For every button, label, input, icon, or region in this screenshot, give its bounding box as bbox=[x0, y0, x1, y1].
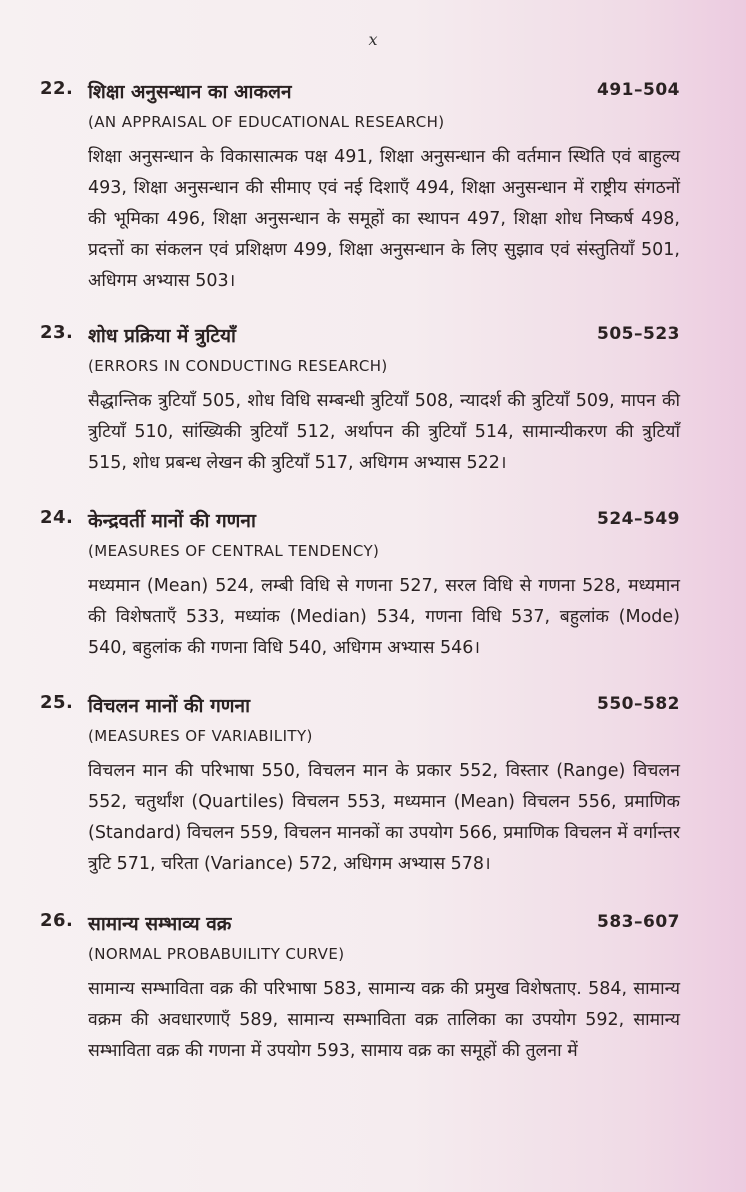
chapter-title: शिक्षा अनुसन्धान का आकलन bbox=[88, 81, 292, 103]
page-range: 583–607 bbox=[597, 912, 680, 932]
chapter-number: 24. bbox=[40, 507, 74, 528]
chapter-title: केन्द्रवर्ती मानों की गणना bbox=[88, 510, 256, 532]
chapter-english-title: (AN APPRAISAL OF EDUCATIONAL RESEARCH) bbox=[88, 113, 445, 131]
chapter-number: 26. bbox=[40, 910, 74, 931]
entry-heading bbox=[40, 910, 680, 940]
chapter-english-title: (MEASURES OF VARIABILITY) bbox=[88, 727, 313, 745]
chapter-title: शोध प्रक्रिया में त्रुटियाँ bbox=[88, 325, 236, 347]
chapter-title: सामान्य सम्भाव्य वक्र bbox=[88, 913, 232, 935]
chapter-english-title: (MEASURES OF CENTRAL TENDENCY) bbox=[88, 542, 380, 560]
toc-entry-23 bbox=[40, 322, 680, 479]
chapter-contents: शिक्षा अनुसन्धान के विकासात्मक पक्ष 491, शिक्षा अनुसन्धान की वर्तमान स्थिति एवं बाहुल्य 493, शिक्षा अनुसन्धान की सीमाए एवं नई दिशाएँ 494, शिक्षा अनुसन्धान में राष्ट्रीय संगठनों की भूमिका 496, शिक्षा अनुसन्धान के समूहों का स्थापन 497, शिक्षा शोध निष्कर्ष 498, प्रदत्तों का संकलन एवं प्रशिक्षण 499, शिक्षा अनुसन्धान के लिए सुझाव एवं संस्तुतियाँ 501, अधिगम अभ्यास 503। bbox=[88, 147, 680, 291]
page-range: 491–504 bbox=[597, 80, 680, 100]
page-number: x bbox=[368, 30, 378, 49]
chapter-contents: सामान्य सम्भाविता वक्र की परिभाषा 583, सामान्य वक्र की प्रमुख विशेषताए. 584, सामान्य वक्रम की अवधारणाएँ 589, सामान्य सम्भाविता वक्र तालिका का उपयोग 592, सामान्य सम्भाविता वक्र की गणना में उपयोग 593, सामाय वक्र का समूहों की तुलना में bbox=[88, 979, 680, 1061]
entry-heading bbox=[40, 692, 680, 722]
toc-entry-22 bbox=[40, 78, 680, 297]
entry-heading bbox=[40, 507, 680, 537]
chapter-number: 23. bbox=[40, 322, 74, 343]
chapter-contents: सैद्धान्तिक त्रुटियाँ 505, शोध विधि सम्बन्धी त्रुटियाँ 508, न्यादर्श की त्रुटियाँ 509, मापन की त्रुटियाँ 510, सांख्यिकी त्रुटियाँ 512, अर्थापन की त्रुटियाँ 514, सामान्यीकरण की त्रुटियाँ 515, शोध प्रबन्ध लेखन की त्रुटियाँ 517, अधिगम अभ्यास 522। bbox=[88, 391, 680, 473]
entry-heading bbox=[40, 78, 680, 108]
entry-heading bbox=[40, 322, 680, 352]
chapter-number: 22. bbox=[40, 78, 74, 99]
page-range: 524–549 bbox=[597, 509, 680, 529]
chapter-number: 25. bbox=[40, 692, 74, 713]
page-range: 505–523 bbox=[597, 324, 680, 344]
page-range: 550–582 bbox=[597, 694, 680, 714]
chapter-english-title: (ERRORS IN CONDUCTING RESEARCH) bbox=[88, 357, 388, 375]
chapter-english-title: (NORMAL PROBABUILITY CURVE) bbox=[88, 945, 345, 963]
chapter-title: विचलन मानों की गणना bbox=[88, 695, 250, 717]
chapter-contents: विचलन मान की परिभाषा 550, विचलन मान के प्रकार 552, विस्तार (Range) विचलन 552, चतुर्थांश (Quartiles) विचलन 553, मध्यमान (Mean) विचलन 556, प्रमाणिक (Standard) विचलन 559, विचलन मानकों का उपयोग 566, प्रमाणिक विचलन में वर्गान्तर त्रुटि 571, चरिता (Variance) 572, अधिगम अभ्यास 578। bbox=[88, 761, 680, 874]
chapter-contents: मध्यमान (Mean) 524, लम्बी विधि से गणना 527, सरल विधि से गणना 528, मध्यमान की विशेषताएँ 533, मध्यांक (Median) 534, गणना विधि 537, बहुलांक (Mode) 540, बहुलांक की गणना विधि 540, अधिगम अभ्यास 546। bbox=[88, 576, 680, 658]
toc-entry-26 bbox=[40, 910, 680, 1067]
toc-entry-24 bbox=[40, 507, 680, 664]
toc-entry-25 bbox=[40, 692, 680, 880]
